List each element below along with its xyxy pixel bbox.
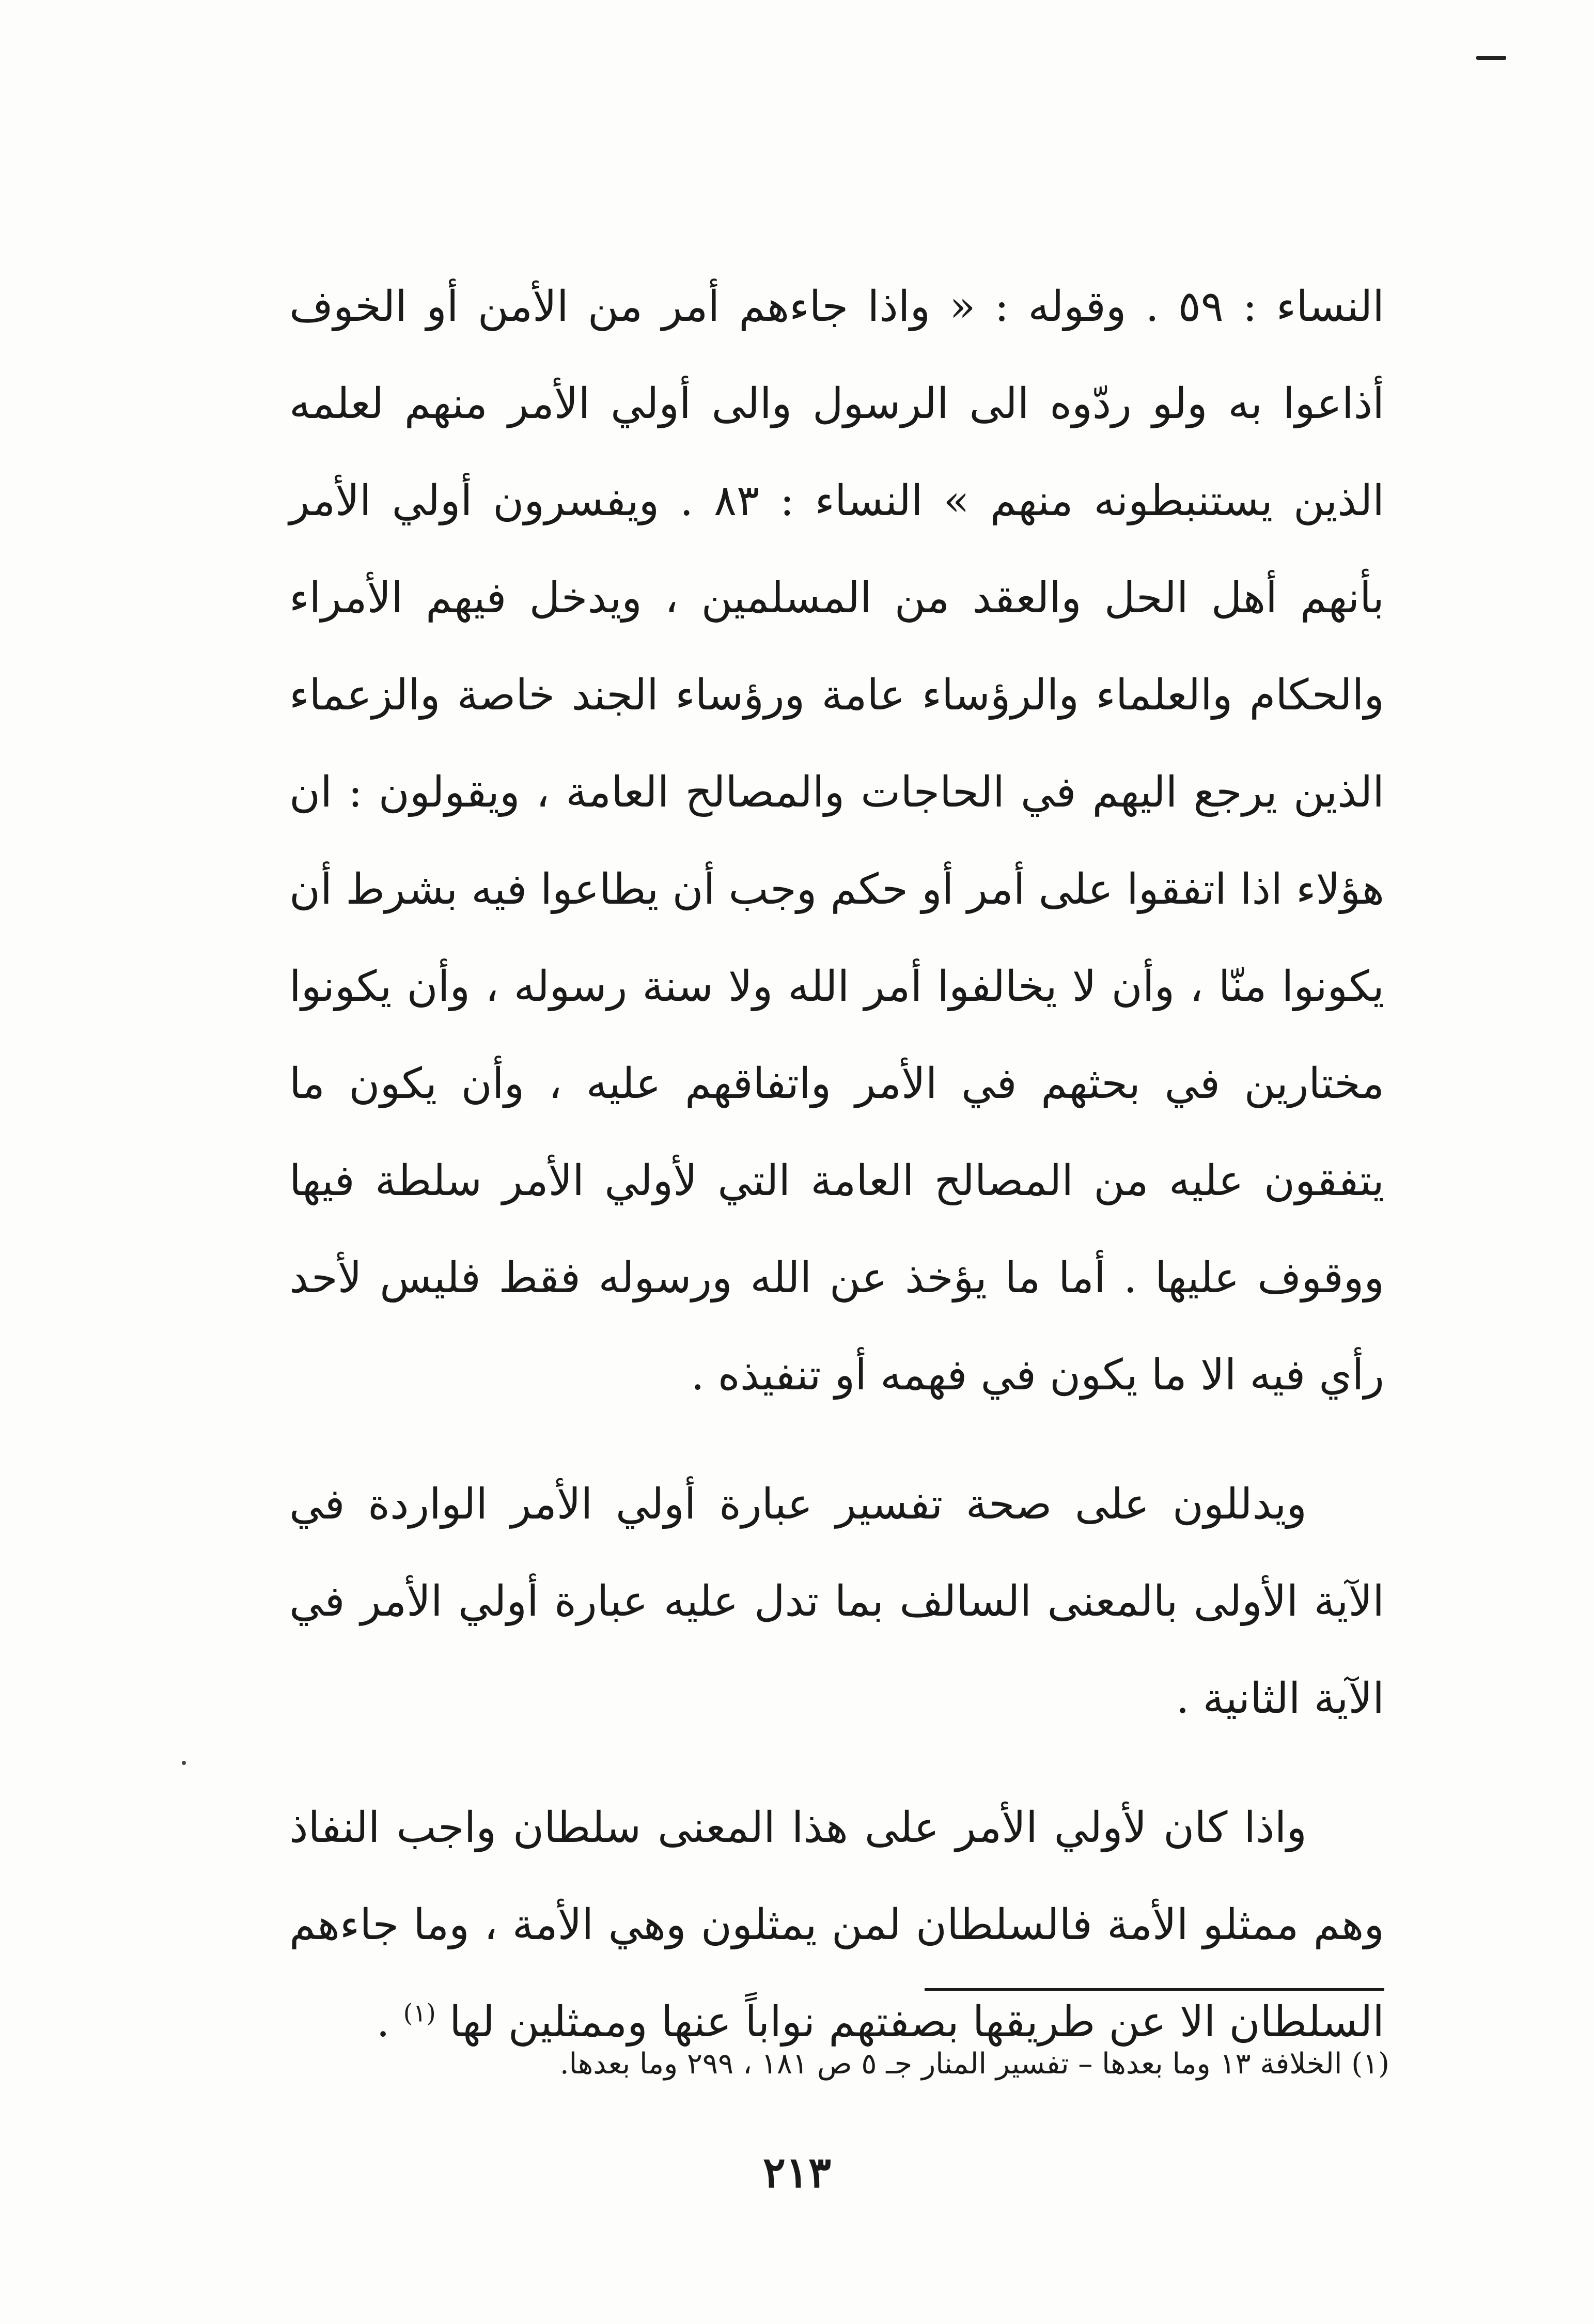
footnote: (١) الخلافة ١٣ وما بعدها – تفسير المنار جـ ٥ ص ١٨١ ، ٢٩٩ وما بعدها.: [559, 2047, 1389, 2081]
footnote-reference: (١): [403, 1998, 436, 2028]
paragraph-2: ويدللون على صحة تفسير عبارة أولي الأمر الواردة في الآية الأولى بالمعنى السالف بما تدل عليه عبارة أولي الأمر في الآية الثانية .: [289, 1480, 1384, 1723]
main-text: [289, 258, 1384, 2071]
footnote-divider: [925, 1988, 1384, 1991]
ink-speck: [182, 1761, 186, 1765]
paragraph-3: [289, 1779, 1384, 2071]
paragraph-3-text: واذا كان لأولي الأمر على هذا المعنى سلطان واجب النفاذ وهم ممثلو الأمة فالسلطان لمن يمثلون وهي الأمة ، وما جاءهم السلطان الا عن طريقها بصفتهم نواباً عنها وممثلين لها: [289, 1803, 1384, 2047]
page-number: ٢١٣: [762, 2148, 832, 2197]
corner-mark: [1476, 56, 1506, 60]
paragraph-3-end: .: [376, 1997, 390, 2047]
paragraph-1: النساء : ٥٩ . وقوله : « واذا جاءهم أمر من الأمن أو الخوف أذاعوا به ولو ردّوه الى الرسول والى أولي الأمر منهم لعلمه الذين يستنبطونه منهم » النساء : ٨٣ . ويفسرون أولي الأمر بأنهم أهل الحل والعقد من المسلمين ، ويدخل فيهم الأمراء والحكام والعلماء والرؤساء عامة ورؤساء الجند خاصة والزعماء الذين يرجع اليهم في الحاجات والمصالح العامة ، ويقولون : ان هؤلاء اذا اتفقوا على أمر أو حكم وجب أن يطاعوا فيه بشرط أن يكونوا منّا ، وأن لا يخالفوا أمر الله ولا سنة رسوله ، وأن يكونوا مختارين في بحثهم في الأمر واتفاقهم عليه ، وأن يكون ما يتفقون عليه من المصالح العامة التي لأولي الأمر سلطة فيها ووقوف عليها . أما ما يؤخذ عن الله ورسوله فقط فليس لأحد رأي فيه الا ما يكون في فهمه أو تنفيذه .: [289, 282, 1384, 1400]
